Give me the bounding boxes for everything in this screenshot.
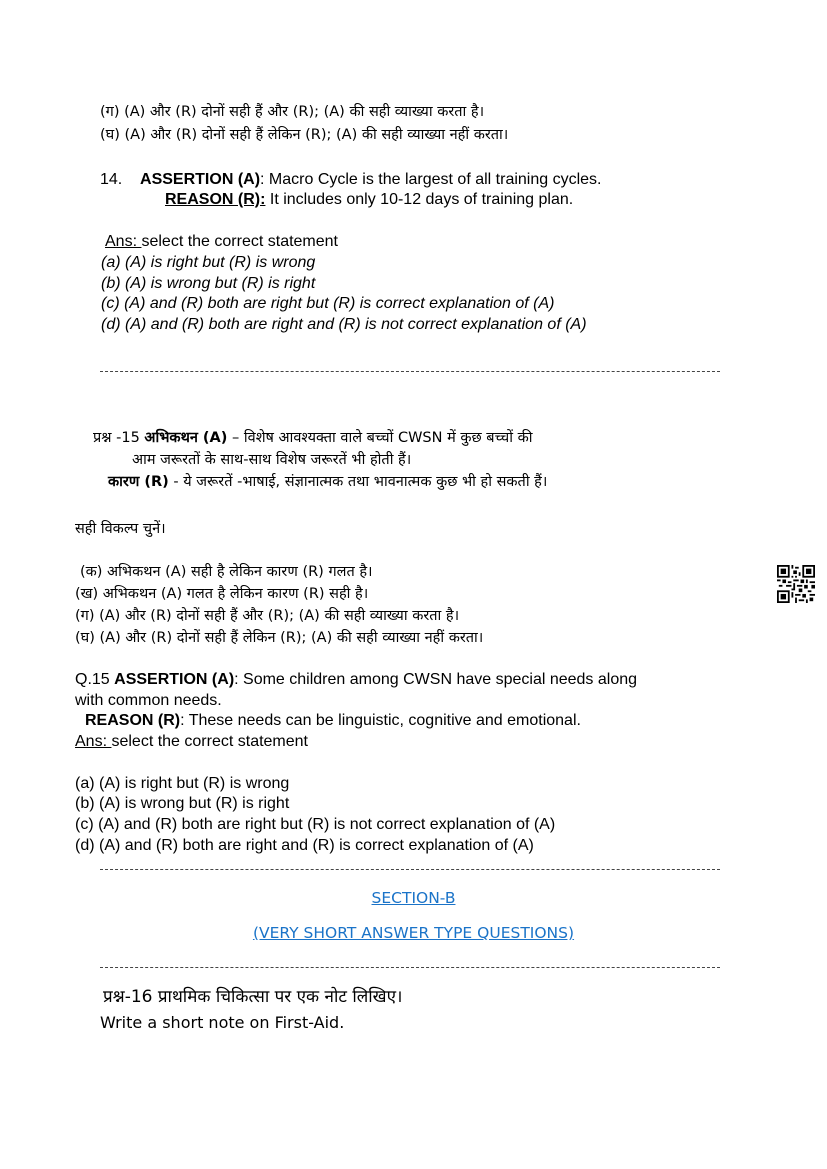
q13-option-gha: (घ) (A) और (R) दोनों सही हैं लेकिन (R); (A) की सही व्याख्या नहीं करता। [100, 127, 509, 143]
q14-reason-text: It includes only 10-12 days of training plan. [265, 191, 574, 208]
separator-3 [100, 967, 720, 968]
q15-hindi-prefix: प्रश्न -15 [93, 430, 145, 446]
q13-option-ga: (ग) (A) और (R) दोनों सही हैं और (R); (A) की सही व्याख्या करता है। [100, 104, 485, 120]
q14-assertion-label: ASSERTION (A) [140, 171, 261, 188]
q15-hindi-reason [108, 472, 547, 492]
q15-hindi-assertion-2: आम जरूरतों के साथ-साथ विशेष जरूरतें भी होती हैं। [132, 452, 412, 468]
q14-reason-label: REASON (R): [165, 191, 266, 208]
separator-1 [100, 371, 720, 372]
q14-assertion [100, 170, 602, 190]
q15-hindi-option-gha: (घ) (A) और (R) दोनों सही हैं लेकिन (R); (A) की सही व्याख्या नहीं करता। [75, 630, 484, 646]
q15-english-option-b: (b) (A) is wrong but (R) is right [75, 795, 290, 812]
q16-english: Write a short note on First-Aid. [100, 1013, 345, 1032]
q15-english-option-a: (a) (A) is right but (R) is wrong [75, 775, 290, 792]
q14-number: 14. [100, 171, 123, 188]
q15-english-assertion-text: : Some children among CWSN have special needs along [234, 671, 638, 688]
q14-option-d: (d) (A) and (R) both are right and (R) is not correct explanation of (A) [101, 316, 587, 333]
q14-option-c: (c) (A) and (R) both are right but (R) is correct explanation of (A) [101, 295, 555, 312]
q15-hindi-option-ka: (क) अभिकथन (A) सही है लेकिन कारण (R) गलत है। [80, 564, 373, 580]
q15-english-assertion-2: with common needs. [75, 692, 222, 709]
q14-option-b: (b) (A) is wrong but (R) is right [101, 275, 316, 292]
q14-option-a: (a) (A) is right but (R) is wrong [101, 254, 316, 271]
q15-english-ans-text: select the correct statement [111, 733, 308, 750]
q15-english-assertion [75, 670, 637, 690]
q15-english-ans [75, 732, 308, 752]
q15-english-reason [85, 711, 581, 731]
q15-english-reason-label: REASON (R) [85, 712, 181, 729]
q14-reason [165, 190, 573, 210]
qr-code-icon [777, 565, 815, 603]
q15-hindi-option-kha: (ख) अभिकथन (A) गलत है लेकिन कारण (R) सही है। [75, 586, 369, 602]
q15-english-number: Q.15 [75, 671, 115, 688]
q14-assertion-text: : Macro Cycle is the largest of all training cycles. [260, 171, 602, 188]
q15-english-reason-text: : These needs can be linguistic, cognitive and emotional. [180, 712, 581, 729]
q15-english-option-c: (c) (A) and (R) both are right but (R) is not correct explanation of (A) [75, 816, 556, 833]
q15-hindi-reason-text: - ये जरूरतें -भाषाई, संज्ञानात्मक तथा भावनात्मक कुछ भी हो सकती हैं। [168, 474, 548, 490]
q16-hindi: प्रश्न-16 प्राथमिक चिकित्सा पर एक नोट लिखिए। [103, 987, 403, 1007]
q15-hindi-assertion-label: अभिकथन (A) [144, 430, 228, 446]
q15-english-ans-label: Ans: [75, 733, 112, 750]
q14-ans-label: Ans: [105, 233, 142, 250]
q15-hindi-instruction: सही विकल्प चुनें। [75, 521, 166, 537]
section-b-subtitle: (VERY SHORT ANSWER TYPE QUESTIONS) [252, 924, 575, 942]
q14-ans-text: select the correct statement [141, 233, 338, 250]
q15-english-assertion-label: ASSERTION (A) [114, 671, 235, 688]
q15-hindi-reason-label: कारण (R) [108, 474, 169, 490]
q15-english-option-d: (d) (A) and (R) both are right and (R) is correct explanation of (A) [75, 837, 534, 854]
q14-ans [105, 232, 338, 252]
q15-hindi-assertion-text: – विशेष आवश्यक्ता वाले बच्चों CWSN में कुछ बच्चों की [227, 430, 533, 446]
q15-hindi-assertion [93, 428, 533, 448]
separator-2 [100, 869, 720, 870]
q15-hindi-option-ga: (ग) (A) और (R) दोनों सही हैं और (R); (A) की सही व्याख्या करता है। [75, 608, 460, 624]
section-b-title: SECTION-B [371, 889, 456, 907]
